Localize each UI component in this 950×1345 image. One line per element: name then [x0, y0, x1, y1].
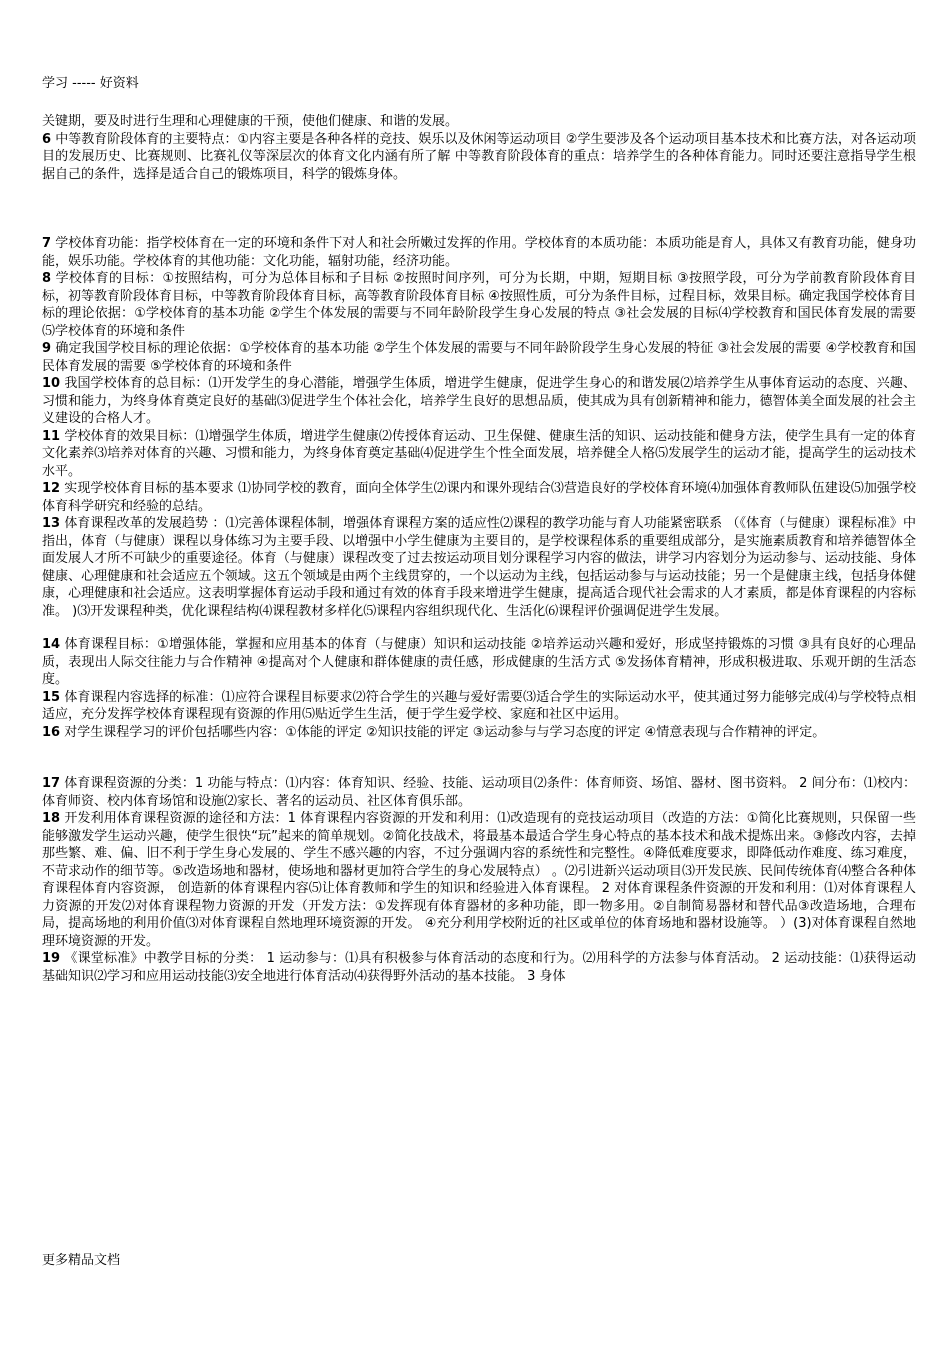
paragraph-7: 7 学校体育功能：指学校体育在一定的环境和条件下对人和社会所嫩过发挥的作用。学校体育的本质功能：本质功能是育人，具体又有教育功能，健身功能，娱乐功能。学校体育的其他功能：文化功能，辐射功能，经济功能。 [42, 236, 916, 269]
paragraph-intro: 关键期，要及时进行生理和心理健康的干预，使他们健康、和谐的发展。 [42, 114, 459, 129]
paragraph-12: 12 实现学校体育目标的基本要求 ⑴协同学校的教育，面向全体学生⑵课内和课外现结合⑶营造良好的学校体育环境⑷加强体育教师队伍建设⑸加强学校体育科学研究和经验的总结。 [42, 481, 916, 514]
paragraph-11: 11 学校体育的效果目标：⑴增强学生体质，增进学生健康⑵传授体育运动、卫生保健、健康生活的知识、运动技能和健身方法，使学生具有一定的体育文化素养⑶培养对体育的兴趣、习惯和能力，为终身体育奠定基础⑷促进学生个性全面发展，培养健全人格⑸发展学生的运动才能，提高学生的运动技术水平。 [42, 428, 916, 479]
page-footer: 更多精品文档 [42, 1253, 121, 1268]
paragraph-9: 9 确定我国学校目标的理论依据：①学校体育的基本功能 ②学生个体发展的需要与不同年龄阶段学生身心发展的特征 ③社会发展的需要 ④学校教育和国民体育发展的需要 ⑤学校体育的环境和条件 [42, 341, 916, 374]
paragraph-14: 14 体育课程目标：①增强体能，掌握和应用基本的体育（与健康）知识和运动技能 ②培养运动兴趣和爱好，形成坚持锻炼的习惯 ③具有良好的心理品质，表现出人际交往能力与合作精神 ④提高对个人健康和群体健康的责任感，形成健康的生活方式 ⑤发扬体育精神，形成积极进取、乐观开朗的生活态度。 [42, 637, 916, 687]
paragraph-8: 8 学校体育的目标：①按照结构，可分为总体目标和子目标 ②按照时间序列，可分为长期，中期，短期目标 ③按照学段，可分为学前教育阶段体育目标，初等教育阶段体育目标，中等教育阶段体育目标，高等教育阶段体育目标 ④按照性质，可分为条件目标，过程目标，效果目标。确定我国学校体育目标的理论依据：①学校体育的基本功能 ②学生个体发展的需要与不同年龄阶段学生身心发展的特点 ③社会发展的目标⑷学校教育和国民体育发展的需要⑸学校体育的环境和条件 [42, 271, 916, 339]
document-body [42, 113, 916, 985]
paragraph-15: 15 体育课程内容选择的标准：⑴应符合课程目标要求⑵符合学生的兴趣与爱好需要⑶适合学生的实际运动水平，使其通过努力能够完成⑷与学校特点相适应，充分发挥学校体育课程现有资源的作用⑸贴近学生生活，便于学生爱学校、家庭和社区中运用。 [42, 689, 916, 722]
paragraph-10: 10 我国学校体育的总目标：⑴开发学生的身心潜能，增强学生体质，增进学生健康，促进学生身心的和谐发展⑵培养学生从事体育运动的态度、兴趣、习惯和能力，为终身体育奠定良好的基础⑶促进学生个体社会化，培养学生良好的思想品质，使其成为具有创新精神和能力，德智体美全面发展的社会主义建设的合格人才。 [42, 376, 916, 426]
paragraph-16: 16 对学生课程学习的评价包括哪些内容：①体能的评定 ②知识技能的评定 ③运动参与与学习态度的评定 ④情意表现与合作精神的评定。 [42, 724, 826, 740]
paragraph-17: 17 体育课程资源的分类：1 功能与特点：⑴内容：体育知识、经验、技能、运动项目⑵条件：体育师资、场馆、器材、图书资料。 2 间分布：⑴校内：体育师资、校内体育场馆和设施⑵家长、著名的运动员、社区体育俱乐部。 [42, 776, 916, 809]
paragraph-6: 6 中等教育阶段体育的主要特点：①内容主要是各种各样的竞技、娱乐以及休闲等运动项目 ②学生要涉及各个运动项目基本技术和比赛方法，对各运动项目的发展历史、比赛规则、比赛礼仪等深层次的体育文化内涵有所了解 中等教育阶段体育的重点：培养学生的各种体育能力。同时还要注意指导学生根据自己的条件，选择是适合自己的锻炼项目，科学的锻炼身体。 [42, 131, 916, 182]
paragraph-19: 19 《课堂标准》中教学目标的分类： 1 运动参与：⑴具有积极参与体育活动的态度和行为。⑵用科学的方法参与体育活动。 2 运动技能：⑴获得运动基础知识⑵学习和应用运动技能⑶安全地进行体育活动⑷获得野外活动的基本技能。 3 身体 [42, 951, 916, 984]
paragraph-13: 13 体育课程改革的发展趋势 ：⑴完善体课程体制，增强体育课程方案的适应性⑵课程的教学功能与育人功能紧密联系 （《体育（与健康）课程标准》中指出，体育（与健康）课程以身体练习为主要手段、以增强中小学生健康为主要目的，是学校课程体系的重要组成部分，是实施素质教育和培养德智体全面发展人才所不可缺少的重要途径。体育（与健康）课程改变了过去按运动项目划分课程学习内容的做法，讲学习内容划分为运动参与、运动技能、身体健康、心理健康和社会适应五个领域。这五个领域是由两个主线贯穿的，一个以运动为主线，包括运动参与与运动技能；另一个是健康主线，包括身体健康，心理健康和社会适应。这表明掌握体育运动手段和通过有效的体育手段来增进学生健康，提高适合现代社会需求的人才素质，都是体育课程的内容标准。 )⑶开发课程种类，优化课程结构⑷课程教材多样化⑸课程内容组织现代化、生活化⑹课程评价强调促进学生发展。 [42, 516, 916, 619]
page-header: 学习 ----- 好资料 [42, 76, 139, 91]
paragraph-18: 18 开发利用体育课程资源的途径和方法：1 体育课程内容资源的开发和利用：⑴改造现有的竞技运动项目（改造的方法：①简化比赛规则，只保留一些能够激发学生运动兴趣，使学生很快“玩”起来的简单规划。②简化技战术，将最基本最适合学生身心特点的基本技术和战术提炼出来。③修改内容，去掉那些繁、难、偏、旧不利于学生身心发展的、学生不感兴趣的内容，不过分强调内容的系统性和完整性。④降低难度要求，即降低动作难度、练习难度，不苛求动作的细节等。⑤改造场地和器材，使场地和器材更加符合学生的身心发展特点） 。⑵引进新兴运动项目⑶开发民族、民间传统体育⑷整合各种体育课程体育内容资源， 创造新的体育课程内容⑸让体育教师和学生的知识和经验进入体育课程。 2 对体育课程条件资源的开发和利用：⑴对体育课程人力资源的开发⑵对体育课程物力资源的开发（开发方法：①发挥现有体育器材的多种功能，即一物多用。②自制简易器材和替代品③改造场地，合理布局，提高场地的利用价值⑶对体育课程自然地理环境资源的开发。 ④充分利用学校附近的社区或单位的体育场地和器材设施等。 ）(3)对体育课程自然地理环境资源的开发。 [42, 811, 917, 949]
